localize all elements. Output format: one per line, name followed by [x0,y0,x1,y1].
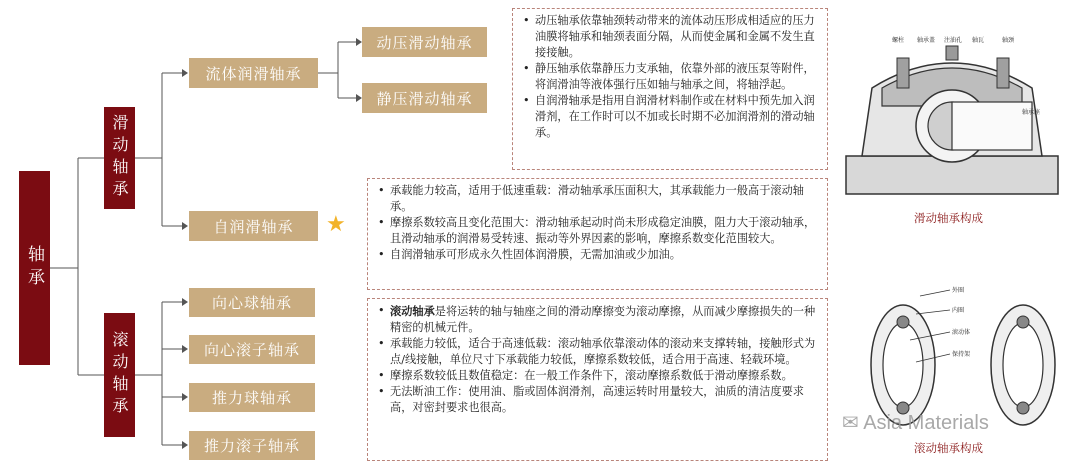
rolling-bearing-node: 滚动轴承 [104,313,135,437]
label-rolling-element: 滚动体 [952,329,971,336]
sliding-caption: 滑动轴承构成 [914,211,983,225]
fluid-notes [512,8,828,170]
label-bush: 轴瓦 [972,37,985,44]
sliding-bearing-node: 滑动轴承 [104,107,135,209]
root-node: 轴承 [19,171,50,365]
fluid-lubrication-node: 流体润滑轴承 [189,58,318,88]
rolling-note-item: • 无法断油工作：使用油、脂或固体润滑剂，高速运转时用量较大，油质的清洁度要求高，对密封要求也很高。 [390,384,819,416]
label-cap: 轴承盖 [917,37,936,44]
label-cage: 保持架 [952,351,971,358]
label-inner-ring: 内圈 [952,307,965,314]
chat-bubble-icon: ✉ [842,412,859,434]
self-note-item: • 自润滑轴承可形成永久性固体润滑膜，无需加油或少加油。 [390,247,819,263]
fluid-note-item: • 自润滑轴承是指用自润滑材料制作或在材料中预先加入润滑剂，在工作时可以不加或长时期不必加润滑剂的滑动轴承。 [535,93,819,141]
rolling-note-item: • 摩擦系数较低且数值稳定：在一般工作条件下，滚动摩擦系数低于滑动摩擦系数。 [390,368,819,384]
rolling-caption: 滚动轴承构成 [914,441,983,455]
label-oil-hole: 注油孔 [944,37,963,44]
thrust-roller-node: 推力滚子轴承 [189,431,315,460]
star-icon: ★ [326,212,346,237]
watermark-text: Asia Materials [863,412,989,434]
hydrodynamic-node: 动压滑动轴承 [362,27,487,57]
rolling-notes [367,298,828,461]
label-stud: 螺柱 [892,37,905,44]
self-lubricating-node: 自润滑轴承 [189,211,318,241]
fluid-note-item: • 动压轴承依靠轴颈转动带来的流体动压形成相适应的压力油膜将轴承和轴颈表面分隔，从而使金属和金属不发生直接接触。 [535,13,819,61]
watermark [842,410,989,435]
thrust-ball-node: 推力球轴承 [189,383,315,412]
rolling-intro [390,303,819,336]
hydrostatic-node: 静压滑动轴承 [362,83,487,113]
rolling-intro-text: 是将运转的轴与轴座之间的滑动摩擦变为滚动摩擦，从而减少摩擦损失的一种精密的机械元件。 [390,305,816,334]
rolling-intro-bold: 滚动轴承 [390,304,435,318]
radial-ball-node: 向心球轴承 [189,288,315,317]
self-note-item: • 摩擦系数较高且变化范围大：滑动轴承起动时尚未形成稳定油膜，阻力大于滚动轴承，且滑动轴承的润滑易受转速、振动等外界因素的影响，摩擦系数变化范围较大。 [390,215,819,247]
fluid-note-item: • 静压轴承依靠静压力支承轴，依靠外部的液压泵等附件，将润滑油等液体强行压如轴与轴承之间，将轴浮起。 [535,61,819,93]
label-outer-ring: 外圈 [952,287,965,294]
sliding-bearing-illustration [842,18,1064,198]
radial-roller-node: 向心滚子轴承 [189,335,315,364]
rolling-note-item: • 承载能力较低，适合于高速低载：滚动轴承依靠滚动体的滚动来支撑转轴，接触形式为点/线接触，单位尺寸下承载能力较低，摩擦系数较低，适合用于高速、轻载环境。 [390,336,819,368]
self-lubricating-notes [367,178,828,290]
self-note-item: • 承载能力较高，适用于低速重载：滑动轴承承压面积大，其承载能力一般高于滚动轴承。 [390,183,819,215]
label-housing: 轴承座 [1022,109,1041,116]
label-journal: 轴颈 [1002,37,1015,44]
